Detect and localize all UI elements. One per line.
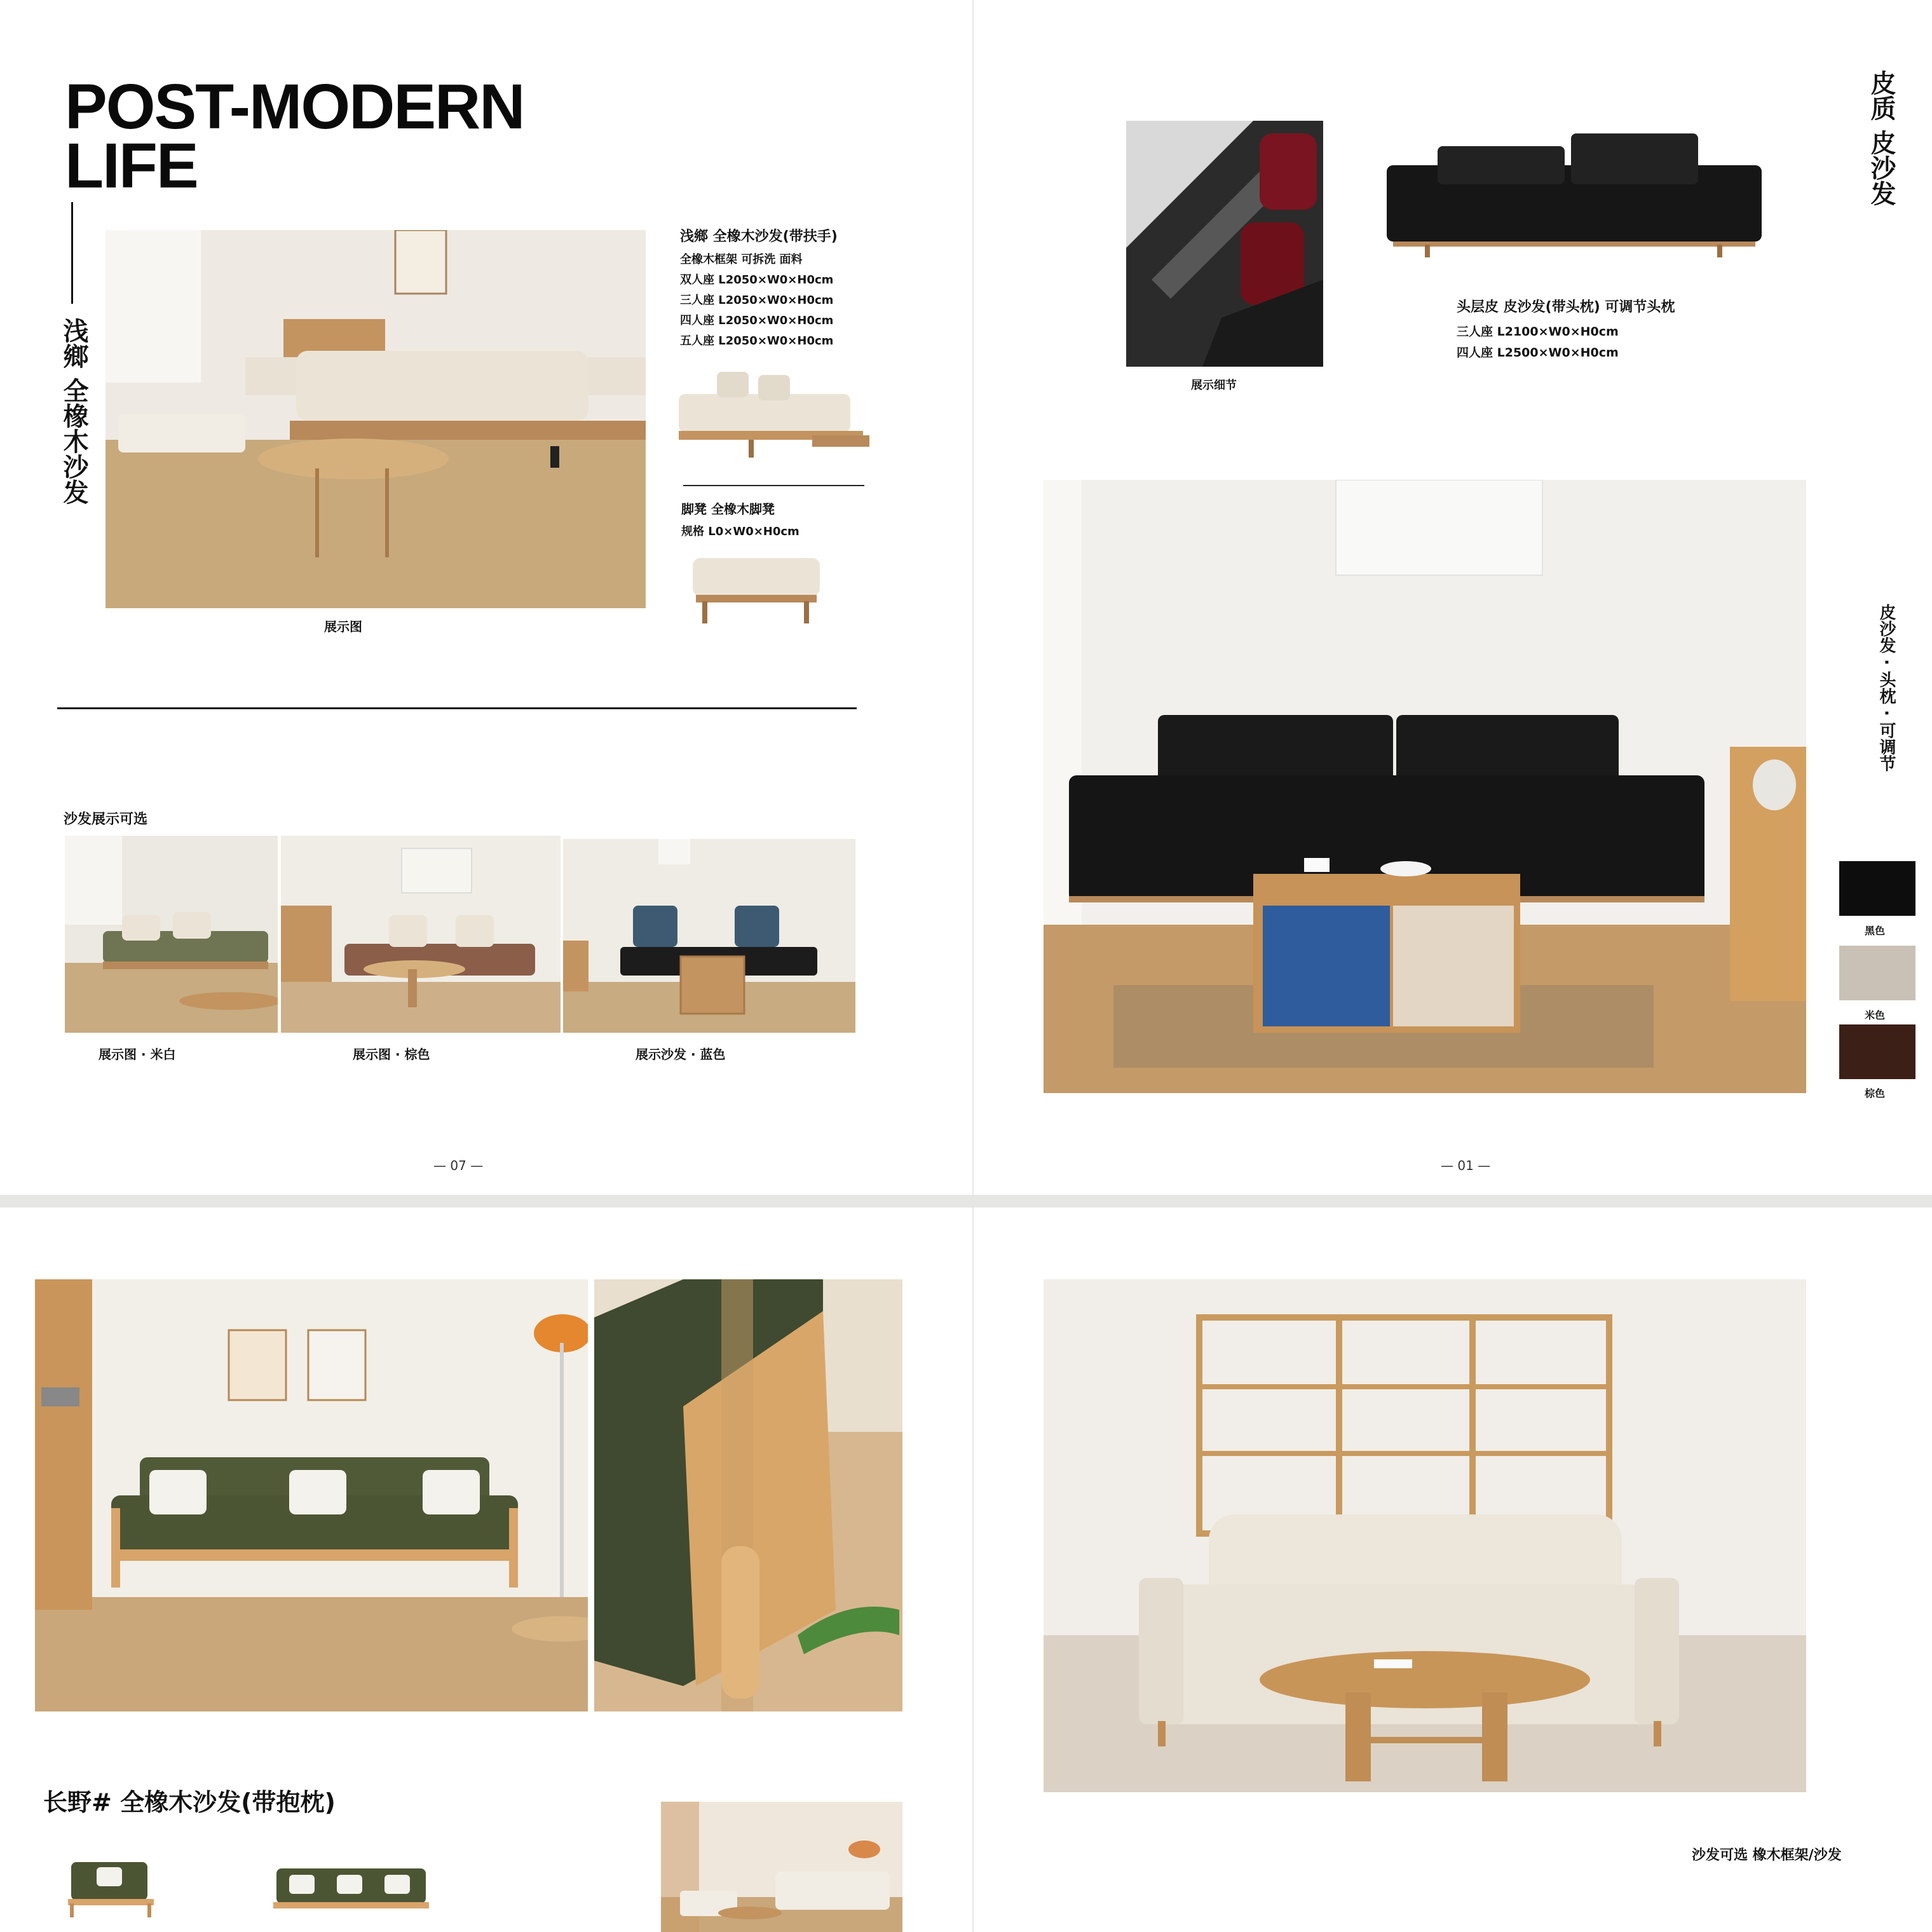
gallery-image-3 — [563, 839, 855, 1033]
ottoman-cutout-image — [690, 552, 826, 634]
sofa-cutout-image — [672, 356, 869, 470]
three-seat-thumb — [270, 1859, 432, 1916]
armchair-thumb — [65, 1849, 157, 1919]
spec-line: 三人座 L2100×W0×H0cm — [1457, 325, 1619, 339]
leather-detail-thumb — [1126, 121, 1323, 367]
main-photo-caption: 展示图 — [324, 619, 362, 634]
lounge-scene-thumb — [661, 1802, 902, 1932]
leather-spec-block — [1457, 296, 1675, 360]
gallery-image-2 — [281, 836, 561, 1033]
spec-line: 全橡木框架 可拆洗 面料 — [680, 253, 803, 266]
spec-title: 浅鄉 全橡木沙发(带扶手) — [680, 229, 838, 245]
thumb-caption: 展示细节 — [1191, 379, 1237, 392]
main-lifestyle-photo — [105, 230, 646, 608]
spec-line: 四人座 L2050×W0×H0cm — [680, 314, 834, 327]
color-name-brown: 棕色 — [1865, 1087, 1886, 1099]
green-sofa-room-photo — [35, 1279, 588, 1711]
gallery-section-label: 沙发展示可选 — [64, 812, 148, 827]
page-number: — 07 — — [433, 1158, 484, 1173]
catalog-page-2 — [974, 0, 1932, 1195]
gallery-image-1 — [65, 836, 278, 1033]
color-swatch-brown[interactable] — [1839, 1024, 1915, 1079]
leather-sofa-room-photo — [1044, 480, 1806, 1093]
catalog-page-3 — [0, 1208, 972, 1932]
spec-line: 四人座 L2500×W0×H0cm — [1457, 346, 1619, 360]
gallery-caption-2: 展示图 · 棕色 — [353, 1047, 430, 1062]
section-divider — [57, 707, 857, 709]
page-number: — 01 — — [1441, 1158, 1491, 1173]
catalog-page-4 — [974, 1208, 1932, 1932]
vertical-product-title: 浅鄉 全橡木沙发 — [59, 318, 88, 505]
color-name-beige: 米色 — [1865, 1009, 1886, 1021]
sofa-armrest-detail-photo — [594, 1279, 902, 1711]
page4-caption: 沙发可选 橡木框架/沙发 — [1692, 1847, 1842, 1863]
gallery-caption-1: 展示图 · 米白 — [99, 1047, 176, 1062]
spec-line: 双人座 L2050×W0×H0cm — [680, 273, 834, 287]
page-title-line2: LIFE — [65, 130, 198, 201]
color-name-black: 黑色 — [1865, 925, 1886, 937]
spec-title: 头层皮 皮沙发(带头枕) 可调节头枕 — [1457, 299, 1675, 315]
spec-title: 脚凳 全橡木脚凳 — [681, 501, 775, 517]
cream-sofa-room-photo — [1044, 1279, 1806, 1792]
side-vertical-note: 皮沙发 · 头枕 · 可调节 — [1877, 604, 1896, 772]
color-swatch-black[interactable] — [1839, 861, 1915, 916]
spec-block-1 — [680, 226, 838, 348]
catalog-page-1 — [0, 0, 972, 1195]
color-swatch-beige[interactable] — [1839, 946, 1915, 1000]
page-title-line1: POST-MODERN — [65, 71, 524, 142]
page2-vertical-title: 皮质 皮沙发 — [1867, 70, 1896, 206]
vertical-rule — [71, 202, 73, 304]
leather-sofa-cutout — [1387, 127, 1762, 267]
spec-line: 五人座 L2050×W0×H0cm — [680, 334, 834, 348]
spec-divider — [683, 485, 864, 486]
product-title: 长野# 全橡木沙发(带抱枕) — [43, 1788, 336, 1816]
spec-line: 三人座 L2050×W0×H0cm — [680, 294, 834, 307]
spec-line: 规格 L0×W0×H0cm — [681, 525, 799, 538]
gallery-caption-3: 展示沙发 · 蓝色 — [636, 1047, 726, 1062]
spec-block-2 — [681, 499, 799, 539]
